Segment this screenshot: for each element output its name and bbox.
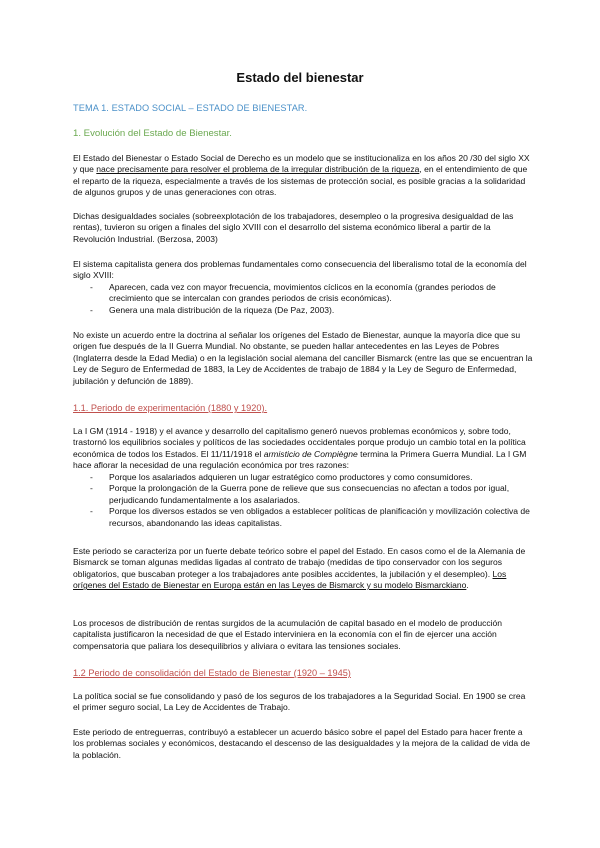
list-item: - Porque los asalariados adquieren un lugar estratégico como productores y como consumidores.	[90, 472, 473, 482]
dash-bullet: -	[90, 282, 93, 292]
document-title: Estado del bienestar	[236, 70, 364, 85]
list-item: - Aparecen, cada vez con mayor frecuencia, movimientos cíclicos en la economía (grandes periodos de crecimiento que se intercalan con grandes periodos de crisis económicas).	[90, 282, 496, 304]
section-1-heading: 1. Evolución del Estado de Bienestar.	[73, 128, 232, 139]
list-item: - Porque los diversos estados se ven obligados a establecer políticas de planificación y movilización colectiva de recursos, abandonando las ideas capitalistas.	[90, 506, 530, 528]
section-1-1-heading: 1.1. Periodo de experimentación (1880 y 1920).	[73, 403, 268, 413]
paragraph-6-text-a: Este periodo se caracteriza por un fuerte debate teórico sobre el papel del Estado. En casos como el de la Alemania de Bismarck se toman algunas medidas ligadas al contrato de trabajo (medidas de tipo conservador con los seguros obligatorios, que buscaban proteger a los trabajadores ante posibles accidentes, la jubilación y el desempleo).	[73, 546, 526, 579]
dash-bullet: -	[90, 304, 93, 315]
paragraph-6-underlined: Los orígenes del Estado de Bienestar en Europa están en las Leyes de Bismarck y su modelo Bismarckiano	[73, 568, 507, 591]
paragraph-3: El sistema capitalista genera dos problemas fundamentales como consecuencia del liberalismo total de la economía del siglo XVIII:	[73, 259, 527, 281]
paragraph-5-italic: armisticio de Compiègne	[263, 448, 358, 459]
paragraph-1-text-c: , en el entendimiento de que el reparto de la riqueza, especialmente a través de los sistemas de protección social, es posible gracias a la solidaridad de algunos grupos y de unas generaciones con otras.	[73, 164, 528, 198]
list-three-reasons	[73, 472, 533, 529]
paragraph-1-underlined: nace precisamente para resolver el problema de la irregular distribución de la riqueza	[96, 164, 420, 175]
section-1-2-heading: 1.2 Periodo de consolidación del Estado de Bienestar (1920 – 1945)	[73, 668, 351, 678]
paragraph-5-text-c: termina la Primera Guerra Mundial. La I GM hace aflorar la necesidad de una regulación económica por tres razones:	[73, 448, 527, 471]
paragraph-6-text-c: .	[466, 580, 469, 591]
paragraph-5-text-a: La I GM (1914 - 1918) y el avance y desarrollo del capitalismo generó nuevos problemas económicos y, sobre todo, trastornó los equilibrios sociales y políticos de las sociedades occidentales porque produjo un cambio total en la política económica de todos los Estados. El 11/11/1918 el	[73, 426, 526, 459]
tema-heading: TEMA 1. ESTADO SOCIAL – ESTADO DE BIENESTAR.	[73, 103, 308, 113]
dash-bullet: -	[90, 483, 93, 494]
list-item: - Genera una mala distribución de la riqueza (De Paz, 2003).	[90, 304, 335, 315]
paragraph-5	[73, 426, 533, 472]
list-item: - Porque la prolongación de la Guerra pone de relieve que sus consecuencias no afectan a todos por igual, perjudicando fundamentalmente a los asalariados.	[90, 483, 510, 505]
paragraph-4: No existe un acuerdo entre la doctrina al señalar los orígenes del Estado de Bienestar, aunque la mayoría dice que su origen fue después de la II Guerra Mundial. No obstante, se pueden hallar antecedentes en las Leyes de Pobres (Inglaterra desde la Edad Media) o en la legislación social alemana del canciller Bismarck (entre las que se encuentran la Ley de Seguro de Enfermedad de 1883, la Ley de Accidentes de trabajo de 1884 y la Ley de Seguro de Enfermedad, jubilación y defunción de 1889).	[73, 330, 533, 386]
paragraph-7: Los procesos de distribución de rentas surgidos de la acumulación de capital basado en el modelo de producción capitalista justificaron la necesidad de que el Estado interviniera en la economía con el fin de ejercer una acción compensatoria que paliara los desequilibrios y aliviara o evitara las tensiones sociales.	[73, 618, 503, 651]
paragraph-6	[73, 546, 533, 592]
list-capitalism-problems	[73, 282, 533, 316]
dash-bullet: -	[90, 506, 93, 517]
paragraph-1-text-a: El Estado del Bienestar o Estado Social de Derecho es un modelo que se institucionaliza en los años 20 /30 del siglo XX y que	[73, 153, 530, 175]
dash-bullet: -	[90, 472, 93, 482]
paragraph-9: Este periodo de entreguerras, contribuyó a establecer un acuerdo básico sobre el papel del Estado para hacer frente a los problemas sociales y económicos, destacando el descenso de las desigualdades y la mejora de la calidad de vida de la población.	[73, 727, 531, 760]
paragraph-1	[73, 153, 533, 199]
paragraph-2: Dichas desigualdades sociales (sobreexplotación de los trabajadores, desempleo o la progresiva desigualdad de las rentas), tuvieron su origen a finales del siglo XVIII con el desarrollo del sistema económico liberal a partir de la Revolución Industrial. (Berzosa, 2003)	[73, 211, 514, 244]
paragraph-8: La política social se fue consolidando y pasó de los seguros de los trabajadores a la Seguridad Social. En 1900 se crea el primer seguro social, La Ley de Accidentes de Trabajo.	[73, 691, 526, 713]
